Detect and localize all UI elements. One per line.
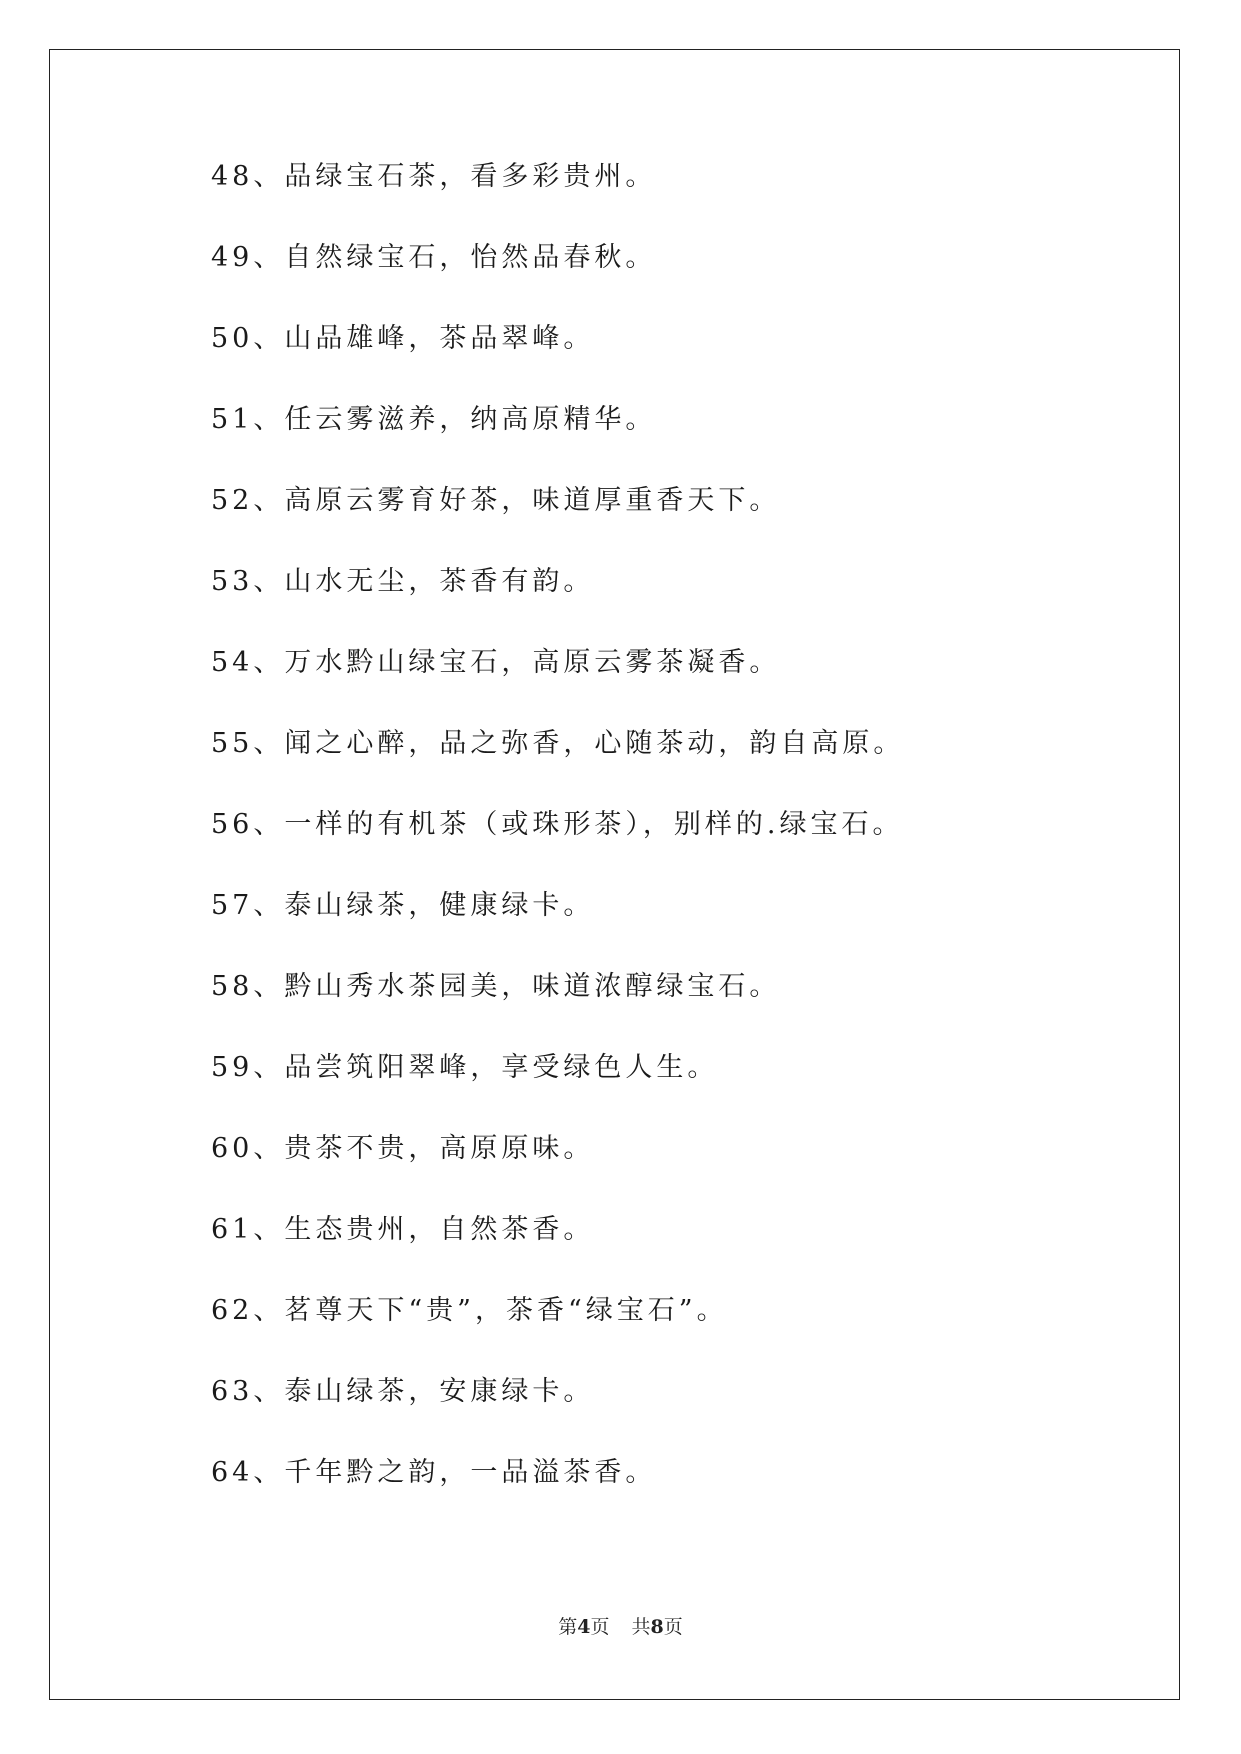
list-item: 49、自然绿宝石，怡然品春秋。 [211,242,657,273]
list-item: 55、闻之心醉，品之弥香，心随茶动，韵自高原。 [211,728,905,759]
list-item: 51、任云雾滋养，纳高原精华。 [211,404,657,435]
total-prefix: 共 [631,1616,651,1638]
list-item: 63、泰山绿茶，安康绿卡。 [211,1376,595,1407]
list-item: 58、黔山秀水茶园美，味道浓醇绿宝石。 [211,971,781,1002]
list-item: 57、泰山绿茶，健康绿卡。 [211,890,595,921]
list-item: 62、茗尊天下“贵”，茶香“绿宝石”。 [211,1295,728,1326]
list-item: 52、高原云雾育好茶，味道厚重香天下。 [211,485,781,516]
page-footer [0,1612,1241,1639]
list-item: 56、一样的有机茶（或珠形茶），别样的.绿宝石。 [211,809,904,840]
page-number: 4 [577,1616,591,1638]
slogan-list [211,160,1131,1537]
list-item: 60、贵茶不贵，高原原味。 [211,1133,595,1164]
list-item: 59、品尝筑阳翠峰，享受绿色人生。 [211,1052,719,1083]
list-item: 64、千年黔之韵，一品溢茶香。 [211,1457,657,1488]
list-item: 54、万水黔山绿宝石，高原云雾茶凝香。 [211,647,781,678]
list-item: 48、品绿宝石茶，看多彩贵州。 [211,161,657,192]
list-item: 50、山品雄峰，茶品翠峰。 [211,323,595,354]
list-item: 53、山水无尘，茶香有韵。 [211,566,595,597]
page-suffix: 页 [590,1616,610,1638]
total-suffix: 页 [663,1616,683,1638]
page-prefix: 第 [558,1616,578,1638]
list-item: 61、生态贵州，自然茶香。 [211,1214,595,1245]
total-pages: 8 [650,1616,664,1638]
